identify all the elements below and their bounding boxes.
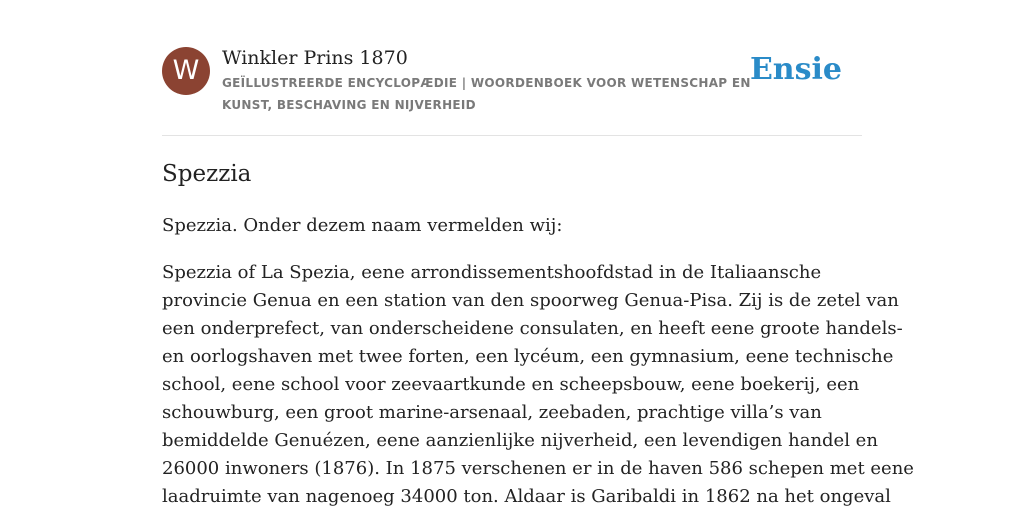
paragraph-line: schouwburg, een groot marine-arsenaal, zeebaden, prachtige villa’s van	[162, 402, 822, 423]
header-divider	[162, 135, 862, 136]
paragraph-line: Spezzia. Onder dezem naam vermelden wij:	[162, 215, 563, 236]
article-paragraph	[162, 212, 862, 240]
source-subtitle-line: GEÏLLUSTREERDE ENCYCLOPÆDIE | WOORDENBOEK VOOR WETENSCHAP EN	[222, 76, 751, 90]
source-subtitle-line: KUNST, BESCHAVING EN NIJVERHEID	[222, 98, 476, 112]
paragraph-line: provincie Genua en een station van den spoorweg Genua-Pisa. Zij is de zetel van	[162, 290, 899, 311]
article-content	[162, 212, 914, 512]
paragraph-line: een onderprefect, van onderscheidene consulaten, en heeft eene groote handels-	[162, 318, 903, 339]
brand-logo-link[interactable]: Ensie	[749, 52, 842, 87]
paragraph-line: school, eene school voor zeevaartkunde en scheepsbouw, eene boekerij, een	[162, 374, 860, 395]
paragraph-line: 26000 inwoners (1876). In 1875 verschenen er in de haven 586 schepen met eene	[162, 458, 914, 479]
source-title[interactable]: Winkler Prins 1870	[222, 47, 408, 69]
paragraph-line: bemiddelde Genuézen, eene aanzienlijke nijverheid, een levendigen handel en	[162, 430, 878, 451]
paragraph-line: Spezzia of La Spezia, eene arrondissementshoofdstad in de Italiaansche	[162, 262, 822, 283]
paragraph-line: en oorlogshaven met twee forten, een lycéum, een gymnasium, eene technische	[162, 346, 894, 367]
source-subtitle	[222, 72, 752, 116]
paragraph-line: laadruimte van nagenoeg 34000 ton. Aldaar is Garibaldi in 1862 na het ongeval	[162, 486, 891, 507]
source-header	[162, 46, 862, 136]
source-avatar[interactable]: W	[162, 47, 210, 95]
article-paragraph	[162, 259, 914, 511]
article-title: Spezzia	[162, 161, 252, 187]
source-info	[222, 46, 752, 116]
